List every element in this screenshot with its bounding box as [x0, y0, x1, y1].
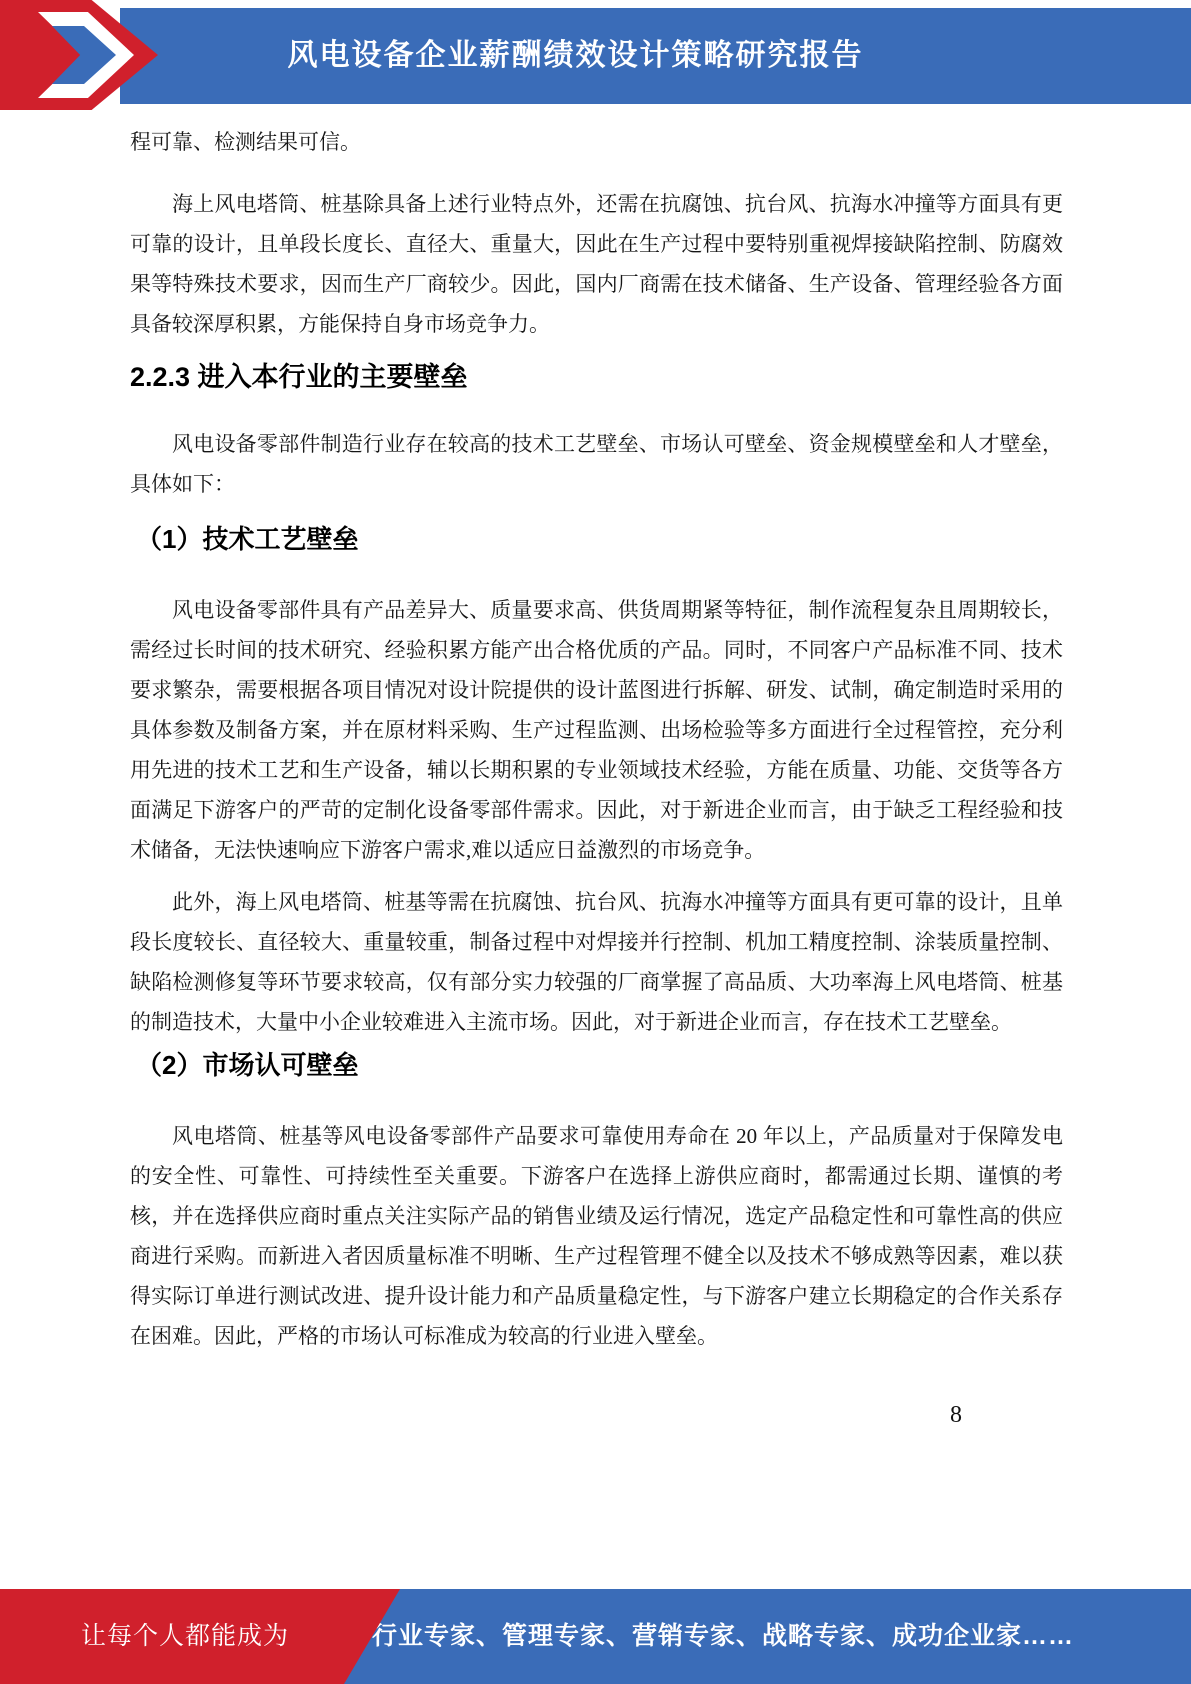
subsection-heading-market-barrier: （2）市场认可壁垒 [136, 1050, 359, 1080]
document-body [130, 122, 1063, 1356]
report-title: 风电设备企业薪酬绩效设计策略研究报告 [287, 39, 864, 72]
paragraph-market-barrier-1: 风电塔筒、桩基等风电设备零部件产品要求可靠使用寿命在 20 年以上，产品质量对于保障发电的安全性、可靠性、可持续性至关重要。下游客户在选择上游供应商时，都需通过长期、谨慎的考核，并在选择供应商时重点关注实际产品的销售业绩及运行情况，选定产品稳定性和可靠性高的供应商进行采购。而新进入者因质量标准不明晰、生产过程管理不健全以及技术不够成熟等因素，难以获得实际订单进行测试改进、提升设计能力和产品质量稳定性，与下游客户建立长期稳定的合作关系存在困难。因此，严格的市场认可标准成为较高的行业进入壁垒。 [130, 1124, 1063, 1348]
paragraph-offshore-features: 海上风电塔筒、桩基除具备上述行业特点外，还需在抗腐蚀、抗台风、抗海水冲撞等方面具有更可靠的设计，且单段长度长、直径大、重量大，因此在生产过程中要特别重视焊接缺陷控制、防腐效果等特殊技术要求，因而生产厂商较少。因此，国内厂商需在技术储备、生产设备、管理经验各方面具备较深厚积累，方能保持自身市场竞争力。 [130, 192, 1063, 336]
footer-experts-text: 行业专家、管理专家、营销专家、战略专家、成功企业家…… [372, 1622, 1075, 1650]
paragraph-section-intro: 风电设备零部件制造行业存在较高的技术工艺壁垒、市场认可壁垒、资金规模壁垒和人才壁垒，具体如下： [130, 432, 1063, 496]
paragraph-tech-barrier-2: 此外，海上风电塔筒、桩基等需在抗腐蚀、抗台风、抗海水冲撞等方面具有更可靠的设计，且单段长度较长、直径较大、重量较重，制备过程中对焊接并行控制、机加工精度控制、涂装质量控制、缺陷检测修复等环节要求较高，仅有部分实力较强的厂商掌握了高品质、大功率海上风电塔筒、桩基的制造技术，大量中小企业较难进入主流市场。因此，对于新进企业而言，存在技术工艺壁垒。 [130, 890, 1063, 1034]
paragraph-continuation: 程可靠、检测结果可信。 [130, 130, 361, 154]
paragraph-tech-barrier-1: 风电设备零部件具有产品差异大、质量要求高、供货周期紧等特征，制作流程复杂且周期较长，需经过长时间的技术研究、经验积累方能产出合格优质的产品。同时，不同客户产品标准不同、技术要求繁杂，需要根据各项目情况对设计院提供的设计蓝图进行拆解、研发、试制，确定制造时采用的具体参数及制备方案，并在原材料采购、生产过程监测、出场检验等多方面进行全过程管控，充分利用先进的技术工艺和生产设备，辅以长期积累的专业领域技术经验，方能在质量、功能、交货等各方面满足下游客户的严苛的定制化设备零部件需求。因此，对于新进企业而言，由于缺乏工程经验和技术储备，无法快速响应下游客户需求,难以适应日益激烈的市场竞争。 [130, 598, 1063, 862]
subsection-heading-tech-barrier: （1）技术工艺壁垒 [136, 524, 359, 554]
page-number: 8 [950, 1402, 962, 1428]
footer-slogan-text: 让每个人都能成为 [80, 1622, 289, 1650]
section-heading-2-2-3: 2.2.3 进入本行业的主要壁垒 [130, 362, 468, 392]
